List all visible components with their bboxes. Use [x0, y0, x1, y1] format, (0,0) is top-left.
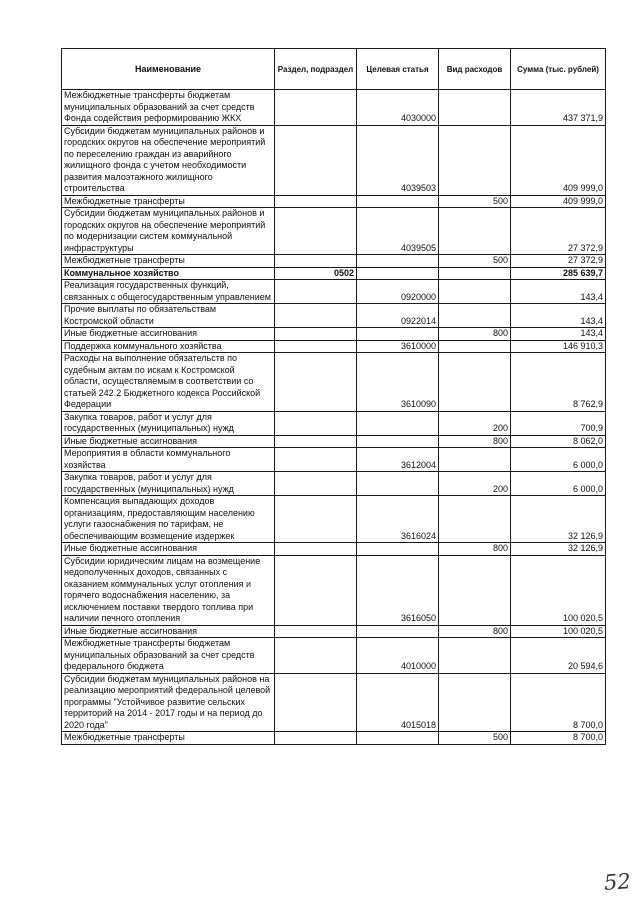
cell-section: [275, 340, 357, 353]
cell-name: Межбюджетные трансферты: [62, 195, 275, 208]
cell-target: 3616050: [357, 555, 439, 625]
cell-name: Иные бюджетные ассигнования: [62, 543, 275, 556]
cell-section: [275, 435, 357, 448]
cell-target: 4030000: [357, 90, 439, 126]
table-row: [62, 125, 606, 195]
cell-expense-type: [439, 340, 511, 353]
cell-expense-type: 200: [439, 411, 511, 435]
cell-amount: 143,4: [511, 328, 606, 341]
cell-target: [357, 435, 439, 448]
cell-target: 0920000: [357, 280, 439, 304]
cell-target: 3610090: [357, 353, 439, 412]
cell-name: Субсидии юридическим лицам на возмещение недополученных доходов, связанных с оказанием коммунальных услуг отопления и горячего водоснабжения населению, за исключением поставки твердого топлива при наличии печного отопления: [62, 555, 275, 625]
cell-name: Коммунальное хозяйство: [62, 267, 275, 280]
cell-amount: 32 126,9: [511, 543, 606, 556]
cell-expense-type: 800: [439, 435, 511, 448]
cell-name: Иные бюджетные ассигнования: [62, 435, 275, 448]
cell-expense-type: [439, 673, 511, 732]
table-row: [62, 673, 606, 732]
cell-target: [357, 267, 439, 280]
cell-target: 3612004: [357, 448, 439, 472]
header-expense-type: Вид расходов: [439, 49, 511, 90]
table-row: [62, 732, 606, 745]
cell-amount: 143,4: [511, 280, 606, 304]
cell-target: [357, 472, 439, 496]
cell-amount: 409 999,0: [511, 125, 606, 195]
cell-target: 4039505: [357, 208, 439, 255]
cell-section: [275, 543, 357, 556]
table-row: [62, 267, 606, 280]
cell-section: [275, 208, 357, 255]
cell-name: Субсидии бюджетам муниципальных районов и городских округов на обеспечение мероприятий по модернизации систем коммунальной инфраструктуры: [62, 208, 275, 255]
table-row: [62, 496, 606, 543]
cell-amount: 700,9: [511, 411, 606, 435]
table-row: [62, 304, 606, 328]
table-row: [62, 555, 606, 625]
cell-expense-type: [439, 353, 511, 412]
cell-amount: 8 762,9: [511, 353, 606, 412]
cell-section: [275, 280, 357, 304]
cell-amount: 27 372,9: [511, 208, 606, 255]
cell-expense-type: [439, 280, 511, 304]
cell-target: 0922014: [357, 304, 439, 328]
cell-section: [275, 673, 357, 732]
cell-name: Субсидии бюджетам муниципальных районов на реализацию мероприятий федеральной целевой программы "Устойчивое развитие сельских территорий на 2014 - 2017 годы и на период до 2020 года": [62, 673, 275, 732]
table-header: [62, 49, 606, 90]
header-section: Раздел, подраздел: [275, 49, 357, 90]
cell-expense-type: 200: [439, 472, 511, 496]
cell-name: Межбюджетные трансферты: [62, 732, 275, 745]
cell-section: [275, 411, 357, 435]
table-row: [62, 90, 606, 126]
cell-section: [275, 328, 357, 341]
cell-name: Субсидии бюджетам муниципальных районов и городских округов на обеспечение мероприятий по переселению граждан из аварийного жилищного фонда с учетом необходимости развития малоэтажного жилищного строительства: [62, 125, 275, 195]
cell-section: [275, 255, 357, 268]
cell-expense-type: 800: [439, 625, 511, 638]
cell-target: 4015018: [357, 673, 439, 732]
cell-amount: 100 020,5: [511, 555, 606, 625]
cell-name: Компенсация выпадающих доходов организациям, предоставляющим населению услуги газоснабжения по тарифам, не обеспечивающим возмещение издержек: [62, 496, 275, 543]
cell-section: [275, 304, 357, 328]
cell-name: Иные бюджетные ассигнования: [62, 328, 275, 341]
cell-expense-type: [439, 90, 511, 126]
cell-expense-type: 800: [439, 328, 511, 341]
cell-target: [357, 195, 439, 208]
cell-expense-type: [439, 496, 511, 543]
cell-section: [275, 448, 357, 472]
table-row: [62, 208, 606, 255]
table-row: [62, 280, 606, 304]
cell-target: [357, 543, 439, 556]
cell-section: [275, 732, 357, 745]
table-row: [62, 195, 606, 208]
table-row: [62, 328, 606, 341]
cell-amount: 409 999,0: [511, 195, 606, 208]
cell-section: [275, 638, 357, 674]
cell-target: 3616024: [357, 496, 439, 543]
cell-name: Межбюджетные трансферты: [62, 255, 275, 268]
cell-name: Межбюджетные трансферты бюджетам муниципальных образований за счет средств Фонда содействия реформированию ЖКХ: [62, 90, 275, 126]
cell-name: Межбюджетные трансферты бюджетам муниципальных образований за счет средств федерального бюджета: [62, 638, 275, 674]
table-row: [62, 638, 606, 674]
cell-expense-type: [439, 125, 511, 195]
cell-name: Прочие выплаты по обязательствам Костромской области: [62, 304, 275, 328]
cell-name: Закупка товаров, работ и услуг для государственных (муниципальных) нужд: [62, 472, 275, 496]
cell-amount: 27 372,9: [511, 255, 606, 268]
cell-section: [275, 125, 357, 195]
cell-section: [275, 195, 357, 208]
cell-expense-type: 500: [439, 195, 511, 208]
cell-target: [357, 255, 439, 268]
cell-section: 0502: [275, 267, 357, 280]
table-row: [62, 435, 606, 448]
cell-expense-type: 800: [439, 543, 511, 556]
table-row: [62, 353, 606, 412]
header-name: Наименование: [62, 49, 275, 90]
table-row: [62, 543, 606, 556]
header-row: [62, 49, 606, 90]
cell-amount: 6 000,0: [511, 472, 606, 496]
cell-expense-type: 500: [439, 255, 511, 268]
cell-name: Иные бюджетные ассигнования: [62, 625, 275, 638]
cell-amount: 437 371,9: [511, 90, 606, 126]
cell-section: [275, 496, 357, 543]
cell-expense-type: [439, 208, 511, 255]
cell-amount: 6 000,0: [511, 448, 606, 472]
cell-name: Закупка товаров, работ и услуг для государственных (муниципальных) нужд: [62, 411, 275, 435]
cell-name: Мероприятия в области коммунального хозяйства: [62, 448, 275, 472]
cell-target: 4010000: [357, 638, 439, 674]
header-amount: Сумма (тыс. рублей): [511, 49, 606, 90]
cell-target: [357, 732, 439, 745]
table-row: [62, 472, 606, 496]
cell-amount: 143,4: [511, 304, 606, 328]
cell-target: [357, 328, 439, 341]
cell-expense-type: [439, 267, 511, 280]
cell-expense-type: [439, 448, 511, 472]
cell-expense-type: [439, 638, 511, 674]
page-number: 52: [603, 869, 632, 895]
table-row: [62, 411, 606, 435]
table-row: [62, 448, 606, 472]
table-row: [62, 340, 606, 353]
cell-name: Расходы на выполнение обязательств по судебным актам по искам к Костромской области, осуществляемым в соответствии со статьей 242.2 Бюджетного кодекса Российской Федерации: [62, 353, 275, 412]
cell-section: [275, 353, 357, 412]
budget-table: [61, 48, 606, 745]
cell-target: [357, 625, 439, 638]
header-target: Целевая статья: [357, 49, 439, 90]
cell-expense-type: 500: [439, 732, 511, 745]
cell-amount: 8 700,0: [511, 732, 606, 745]
cell-amount: 8 700,0: [511, 673, 606, 732]
cell-amount: 146 910,3: [511, 340, 606, 353]
cell-amount: 285 639,7: [511, 267, 606, 280]
cell-target: 4039503: [357, 125, 439, 195]
cell-name: Реализация государственных функций, связанных с общегосударственным управлением: [62, 280, 275, 304]
cell-section: [275, 90, 357, 126]
cell-amount: 32 126,9: [511, 496, 606, 543]
cell-section: [275, 472, 357, 496]
cell-target: 3610000: [357, 340, 439, 353]
cell-amount: 8 062,0: [511, 435, 606, 448]
cell-amount: 100 020,5: [511, 625, 606, 638]
cell-target: [357, 411, 439, 435]
cell-section: [275, 625, 357, 638]
table-body: [62, 90, 606, 745]
cell-amount: 20 594,6: [511, 638, 606, 674]
cell-expense-type: [439, 304, 511, 328]
table-row: [62, 625, 606, 638]
cell-expense-type: [439, 555, 511, 625]
cell-name: Поддержка коммунального хозяйства: [62, 340, 275, 353]
table-row: [62, 255, 606, 268]
cell-section: [275, 555, 357, 625]
